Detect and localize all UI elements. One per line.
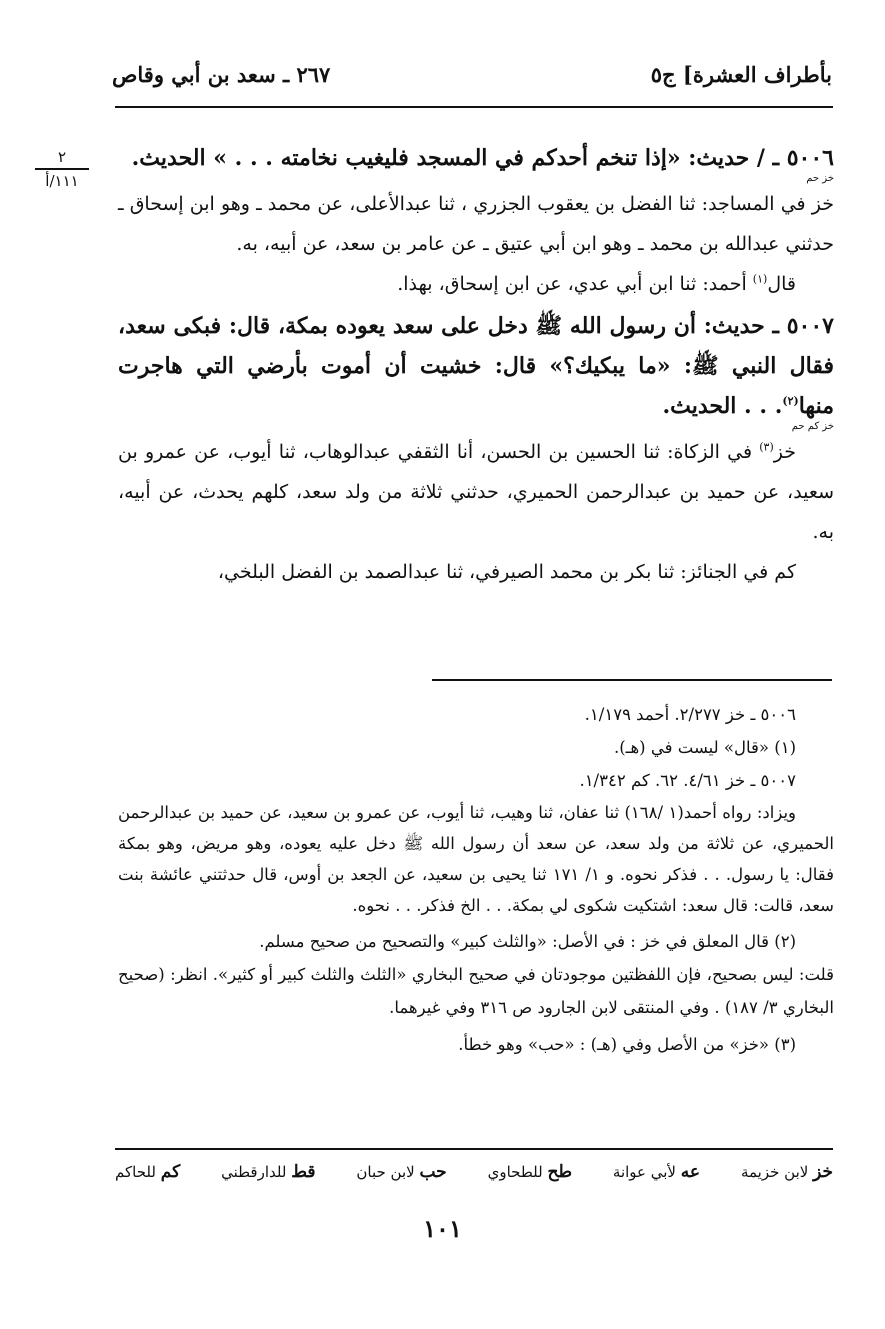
isnad-5006: خز في المساجد: ثنا الفضل بن يعقوب الجزري ، ثنا عبدالأعلى، عن محمد ـ وهو ابن إسحاق ـ حدثني عبدالله بن محمد ـ وهو ابن أبي عتيق ـ عن عامر بن سعد، عن أبيه، به.: [118, 193, 834, 255]
running-head: ٢٦٧ ـ سعد بن أبي وقاص: [112, 61, 331, 87]
legend-item: حب لابن حبان: [356, 1162, 447, 1182]
folio-ref-line: [35, 168, 89, 170]
footnote-ref-2: (٢): [782, 394, 799, 408]
folio-ref-bottom: ١١١/أ: [45, 171, 79, 190]
footnote-5007-ref: ٥٠٠٧ ـ خز ٤/٦١. ٦٢. كم ١/٣٤٢.: [579, 771, 796, 790]
isnad-5007-km: كم في الجنائز: ثنا بكر بن محمد الصيرفي، ثنا عبدالصمد بن الفضل البلخي،: [217, 561, 796, 583]
page-number: ١٠١: [423, 1214, 462, 1243]
legend-item: كم للحاكم: [115, 1162, 181, 1182]
footnote-3: (٣) «خز» من الأصل وفي (هـ) : «حب» وهو خطأ.: [458, 1035, 796, 1054]
isnad-5007-khz: [118, 432, 834, 552]
manuscript-folio-ref: [30, 148, 94, 190]
isnad-5006-ahmad-post: أحمد: ثنا ابن أبي عدي، عن ابن إسحاق، بهذا.: [397, 273, 753, 295]
isnad-5006-ahmad-pre: قال: [767, 273, 796, 295]
footnote-2: (٢) قال المعلق في خز : في الأصل: «والثلث كبير» والتصحيح من صحيح مسلم.: [259, 932, 796, 951]
footnote-1: (١) «قال» ليست في (هـ).: [613, 738, 796, 757]
sigla-5006: خز حم: [806, 173, 834, 184]
legend-item: طح للطحاوي: [487, 1162, 572, 1182]
book-title: بأطراف العشرة] ج٥: [650, 61, 832, 87]
legend-item: قط للدارقطني: [221, 1162, 316, 1182]
footnote-5007-addition: ويزاد: رواه أحمد(١ /١٦٨) ثنا عفان، ثنا وهيب، ثنا أيوب، عن عمرو بن سعيد، عن حميد بن عبدالرحمن الحميري، عن ثلاثة من ولد سعد، عن سعد أن رسول الله ﷺ دخل عليه يعوده، وهو مريض، وهو بمكة فقال: يا رسول. . . فذكر نحوه. و ١/ ١٧١ ثنا يحيى بن سعيد، عن الجعد بن أوس، قال حدثتني عائشة بنت سعد، قالت: قال سعد: اشتكيت شكوى لي بمكة. . . الخ فذكر. . . نحوه.: [118, 803, 835, 915]
footnote-rule: [432, 679, 832, 681]
folio-ref-top: ٢: [57, 148, 67, 166]
header-rule: [115, 106, 833, 108]
hadith-5006: ٥٠٠٦ ـ / حديث: «إذا تنخم أحدكم في المسجد فليغيب نخامته . . . » الحديث.: [131, 145, 834, 171]
page-header: [112, 56, 832, 92]
main-text: [118, 138, 834, 592]
hadith-5007-end: . . . الحديث.: [662, 393, 783, 419]
hadith-5007-text: ٥٠٠٧ ـ حديث: أن رسول الله ﷺ دخل على سعد يعوده بمكة، قال: فبكى سعد، فقال النبي ﷺ: «ما يبكيك؟» قال: خشيت أن أموت بأرضي التي هاجرت منها: [118, 313, 834, 419]
isnad-5006-ahmad: [118, 264, 834, 304]
isnad-5007-khz-pre: خز: [773, 441, 796, 463]
footnote-5006-ref: ٥٠٠٦ ـ خز ٢/٢٧٧. أحمد ١/١٧٩.: [584, 705, 796, 724]
isnad-5007-khz-post: في الزكاة: ثنا الحسين بن الحسن، أنا الثقفي عبدالوهاب، ثنا أيوب، عن عمرو بن سعيد، عن حميد بن عبدالرحمن الحميري، حدثني ثلاثة من ولد سعد، كلهم يحدث، عن أبيه، به.: [118, 441, 834, 543]
footnote-2-comment: قلت: ليس بصحيح، فإن اللفظتين موجودتان في صحيح البخاري «الثلث والثلث كبير أو كثير». انظر: (صحيح البخاري ٣/ ١٨٧) . وفي المنتقى لابن الجارود ص ٣١٦ وفي غيرهما.: [118, 965, 834, 1017]
hadith-5007: [118, 306, 834, 426]
sigla-5007: خز كم حم: [791, 421, 834, 432]
legend-rule: [115, 1148, 833, 1150]
footnotes: [118, 698, 834, 1061]
abbreviation-legend: [115, 1162, 833, 1182]
footnote-ref-3: (٣): [759, 440, 774, 454]
legend-item: عه لأبي عوانة: [612, 1162, 701, 1182]
footnote-ref-1: (١): [752, 272, 768, 286]
legend-item: خز لابن خزيمة: [740, 1162, 833, 1182]
